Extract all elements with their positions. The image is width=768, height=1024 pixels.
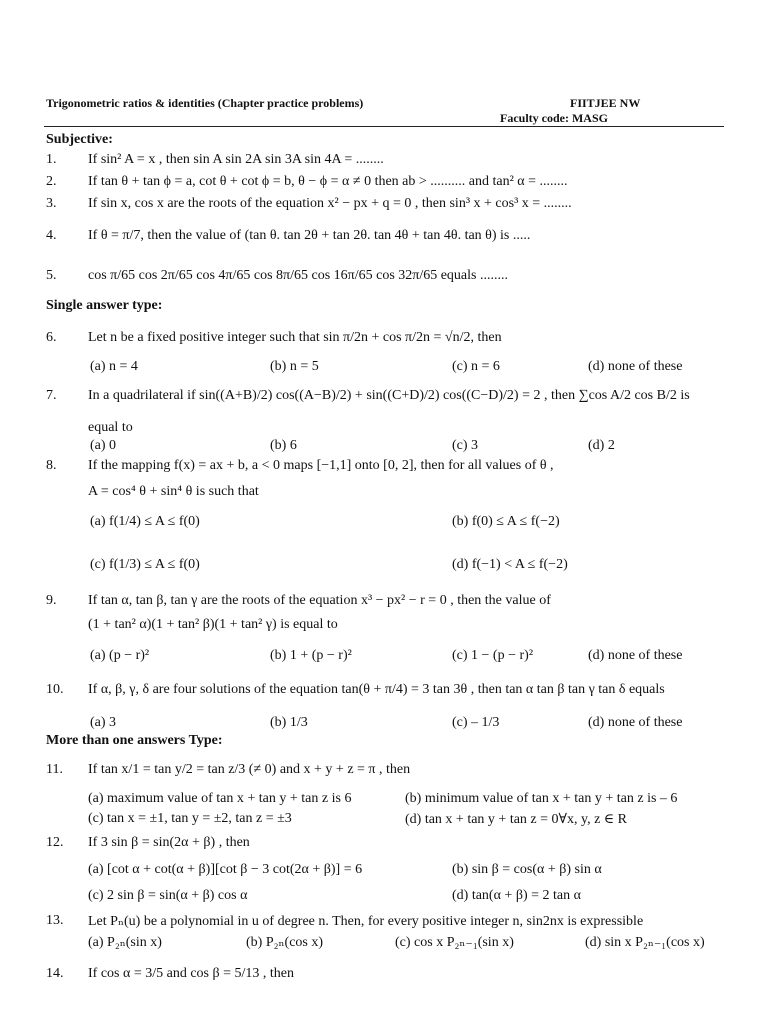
question-text: In a quadrilateral if sin((A+B)/2) cos((A−B)/2) + sin((C+D)/2) cos((C−D)/2) = 2 , then ∑cos A/2 cos B/2 is [88, 388, 690, 403]
question-number: 12. [46, 835, 64, 850]
question-number: 3. [46, 196, 57, 211]
option-a: (a) [cot α + cot(α + β)][cot β − 3 cot(2α + β)] = 6 [88, 862, 363, 877]
question-number: 10. [46, 682, 64, 697]
question-number: 6. [46, 330, 57, 345]
option-b: (b) f(0) ≤ A ≤ f(−2) [452, 514, 560, 529]
question-text: If tan α, tan β, tan γ are the roots of the equation x³ − px² − r = 0 , then the value of [88, 593, 551, 608]
question-text-continued: (1 + tan² α)(1 + tan² β)(1 + tan² γ) is equal to [88, 617, 338, 632]
question-text: If 3 sin β = sin(2α + β) , then [88, 835, 250, 850]
question-text: Let n be a fixed positive integer such that sin π/2n + cos π/2n = √n/2, then [88, 330, 502, 345]
option-a: (a) f(1/4) ≤ A ≤ f(0) [90, 514, 200, 529]
faculty-code: Faculty code: MASG [500, 111, 608, 125]
option-c: (c) 2 sin β = sin(α + β) cos α [88, 888, 248, 903]
option-b: (b) n = 5 [270, 359, 319, 374]
option-c: (c) 1 − (p − r)² [452, 648, 534, 663]
question-text: If the mapping f(x) = ax + b, a < 0 maps [−1,1] onto [0, 2], then for all values of θ , [88, 458, 554, 473]
option-a: (a) (p − r)² [90, 648, 150, 663]
option-a: (a) 3 [90, 715, 117, 730]
option-c: (c) tan x = ±1, tan y = ±2, tan z = ±3 [88, 811, 292, 826]
option-b: (b) 1/3 [270, 715, 308, 730]
option-d: (d) none of these [588, 715, 683, 730]
option-b: (b) minimum value of tan x + tan y + tan z is – 6 [405, 791, 678, 806]
section-multiple-answer: More than one answers Type: [46, 733, 223, 748]
question-number: 13. [46, 913, 64, 928]
question-number: 4. [46, 228, 57, 243]
section-subjective: Subjective: [46, 132, 113, 147]
option-a: (a) maximum value of tan x + tan y + tan z is 6 [88, 791, 352, 806]
header-rule [44, 126, 724, 127]
option-d: (d) f(−1) < A ≤ f(−2) [452, 557, 568, 572]
question-number: 7. [46, 388, 57, 403]
question-text: Let Pₙ(u) be a polynomial in u of degree n. Then, for every positive integer n, sin2nx is expressible [88, 914, 644, 929]
question-text: If tan θ + tan ϕ = a, cot θ + cot ϕ = b, θ − ϕ = α ≠ 0 then ab > .......... and tan² α = ........ [88, 174, 568, 189]
question-text: If tan x/1 = tan y/2 = tan z/3 (≠ 0) and x + y + z = π , then [88, 762, 411, 777]
option-a: (a) 0 [90, 438, 117, 453]
option-a: (a) n = 4 [90, 359, 138, 374]
option-b: (b) sin β = cos(α + β) sin α [452, 862, 602, 877]
option-d: (d) tan(α + β) = 2 tan α [452, 888, 581, 903]
question-number: 9. [46, 593, 57, 608]
question-text-continued: equal to [88, 420, 133, 435]
option-c: (c) – 1/3 [452, 715, 500, 730]
question-text: If sin x, cos x are the roots of the equation x² − px + q = 0 , then sin³ x + cos³ x = ........ [88, 196, 572, 211]
question-text-continued: A = cos⁴ θ + sin⁴ θ is such that [88, 484, 259, 499]
option-b: (b) 1 + (p − r)² [270, 648, 352, 663]
option-c: (c) f(1/3) ≤ A ≤ f(0) [90, 557, 200, 572]
option-d: (d) none of these [588, 359, 683, 374]
option-c: (c) n = 6 [452, 359, 500, 374]
question-number: 1. [46, 152, 57, 167]
section-single-answer: Single answer type: [46, 298, 163, 313]
question-number: 2. [46, 174, 57, 189]
option-d: (d) tan x + tan y + tan z = 0∀x, y, z ∈ R [405, 812, 627, 827]
option-b: (b) 6 [270, 438, 297, 453]
question-text: If θ = π/7, then the value of (tan θ. tan 2θ + tan 2θ. tan 4θ + tan 4θ. tan θ) is ..... [88, 228, 531, 243]
option-c: (c) cos x P₂ₙ₋₁(sin x) [395, 935, 514, 950]
option-d: (d) none of these [588, 648, 683, 663]
question-number: 8. [46, 458, 57, 473]
question-number: 11. [46, 762, 63, 777]
document-title: Trigonometric ratios & identities (Chapter practice problems) [46, 96, 364, 110]
institute-name: FIITJEE NW [570, 96, 641, 110]
question-text: cos π/65 cos 2π/65 cos 4π/65 cos 8π/65 cos 16π/65 cos 32π/65 equals ........ [88, 268, 508, 283]
option-a: (a) P₂ₙ(sin x) [88, 935, 162, 950]
option-d: (d) sin x P₂ₙ₋₁(cos x) [585, 935, 705, 950]
option-d: (d) 2 [588, 438, 615, 453]
question-number: 5. [46, 268, 57, 283]
option-b: (b) P₂ₙ(cos x) [246, 935, 324, 950]
question-text: If α, β, γ, δ are four solutions of the equation tan(θ + π/4) = 3 tan 3θ , then tan α tan β tan γ tan δ equals [88, 682, 665, 697]
question-text: If sin² A = x , then sin A sin 2A sin 3A sin 4A = ........ [88, 152, 384, 167]
question-number: 14. [46, 966, 64, 981]
option-c: (c) 3 [452, 438, 479, 453]
question-text: If cos α = 3/5 and cos β = 5/13 , then [88, 966, 294, 981]
